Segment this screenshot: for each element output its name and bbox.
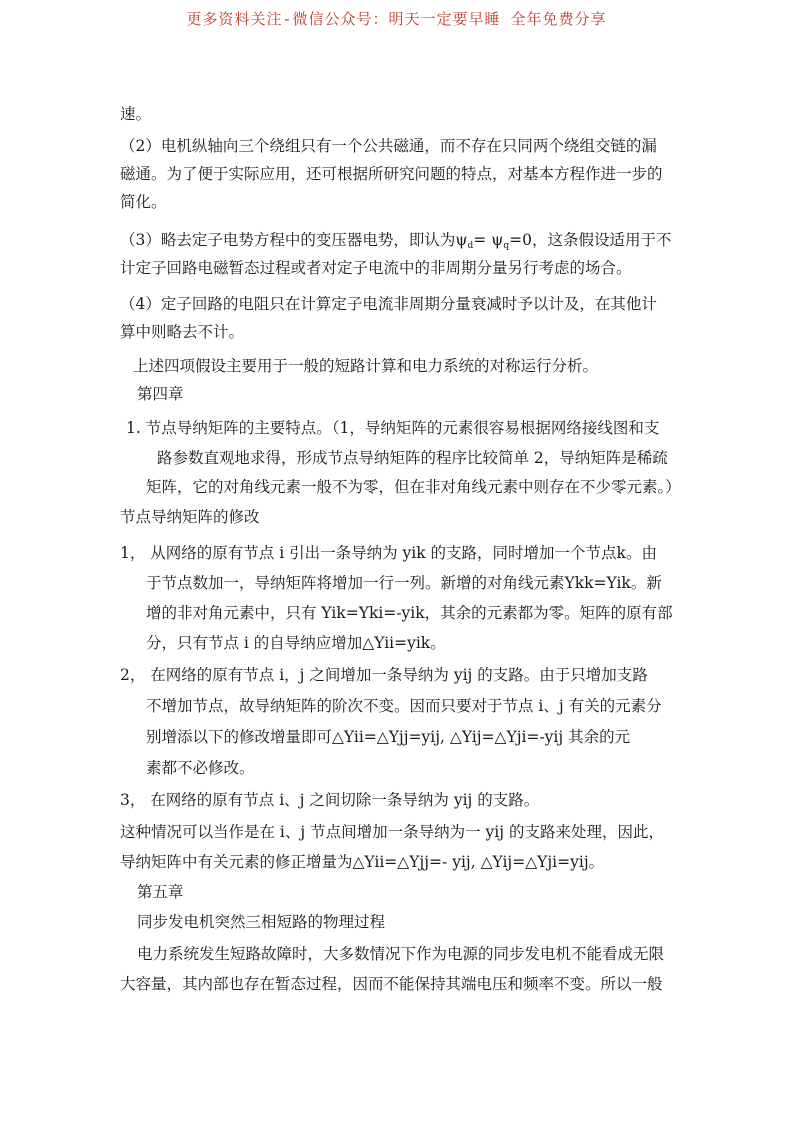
text-line: 磁通。为了便于实际应用，还可根据所研究问题的特点，对基本方程作进一步的: [120, 165, 663, 183]
text-line: 简化。: [120, 193, 167, 211]
header-banner: 更多资料关注-微信公众号：明天一定要早睡 全年免费分享: [186, 10, 607, 28]
text-line: 1. 节点导纳矩阵的主要特点。（1，导纳矩阵的元素很容易根据网络接线图和支: [126, 419, 660, 437]
text-line: 于节点数加一，导纳矩阵将增加一行一列。新增的对角线元素Ykk=Yik。新: [146, 574, 662, 592]
text-line: 速。: [120, 105, 152, 123]
text-line: （4）定子回路的电阻只在计算定子电流非周期分量衰减时予以计及，在其他计: [120, 295, 657, 313]
text-line: 上述四项假设主要用于一般的短路计算和电力系统的对称运行分析。: [133, 357, 599, 375]
text-line: 计定子回路电磁暂态过程或者对定子电流中的非周期分量另行考虑的场合。: [120, 259, 632, 277]
text-line: 算中则略去不计。: [120, 323, 245, 341]
chapter-heading: 第四章: [137, 385, 184, 403]
text-line: 电力系统发生短路故障时，大多数情况下作为电源的同步发电机不能看成无限: [137, 945, 665, 963]
text-line: 不增加节点，故导纳矩阵的阶次不变。因而只要对于节点 i、j 有关的元素分: [146, 697, 662, 715]
formula-sub-d: d: [467, 241, 474, 251]
formula-tail: =0，这条假设适用于不: [509, 231, 672, 249]
chapter-heading: 第五章: [137, 883, 184, 901]
text-line: 别增添以下的修改增量即可△Yii=△Yjj=yij, △Yij=△Yji=-yij 其余的元: [146, 728, 631, 746]
text-line: 素都不必修改。: [146, 759, 255, 777]
section-heading: 节点导纳矩阵的修改: [120, 508, 260, 526]
formula-psi: ψ: [455, 231, 468, 249]
formula-text: （3）略去定子电势方程中的变压器电势，即认为: [120, 231, 456, 249]
text-line: 这种情况可以当作是在 i、j 节点间增加一条导纳为一 yij 的支路来处理，因此，: [120, 823, 664, 841]
text-line: 3， 在网络的原有节点 i、j 之间切除一条导纳为 yij 的支路。: [120, 791, 540, 809]
text-line: 1， 从网络的原有节点 i 引出一条导纳为 yik 的支路，同时增加一个节点k。由: [120, 544, 657, 562]
text-line: 导纳矩阵中有关元素的修正增量为△Yii=△Yjj=- yij, △Yij=△Yji=yij。: [120, 853, 605, 871]
text-line: 增的非对角元素中，只有 Yik=Yki=-yik，其余的元素都为零。矩阵的原有部: [146, 604, 673, 622]
text-line: 2， 在网络的原有节点 i，j 之间增加一条导纳为 yij 的支路。由于只增加支路: [120, 666, 648, 684]
text-line: 分，只有节点 i 的自导纳应增加△Yii=yik。: [146, 634, 446, 652]
text-line: （2）电机纵轴向三个绕组只有一个公共磁通，而不存在只同两个绕组交链的漏: [120, 137, 657, 155]
text-line: 矩阵，它的对角线元素一般不为零，但在非对角线元素中则存在不少零元素。）: [146, 478, 681, 496]
formula-eq: = ψ: [473, 231, 504, 249]
text-line: 大容量，其内部也存在暂态过程，因而不能保持其端电压和频率不变。所以一般: [120, 975, 663, 993]
formula-sub-q: q: [503, 241, 510, 251]
text-line: 路参数直观地求得，形成节点导纳矩阵的程序比较简单 2，导纳矩阵是稀疏: [157, 449, 668, 467]
section-heading: 同步发电机突然三相短路的物理过程: [137, 913, 386, 931]
text-line-with-formula: [120, 230, 672, 256]
